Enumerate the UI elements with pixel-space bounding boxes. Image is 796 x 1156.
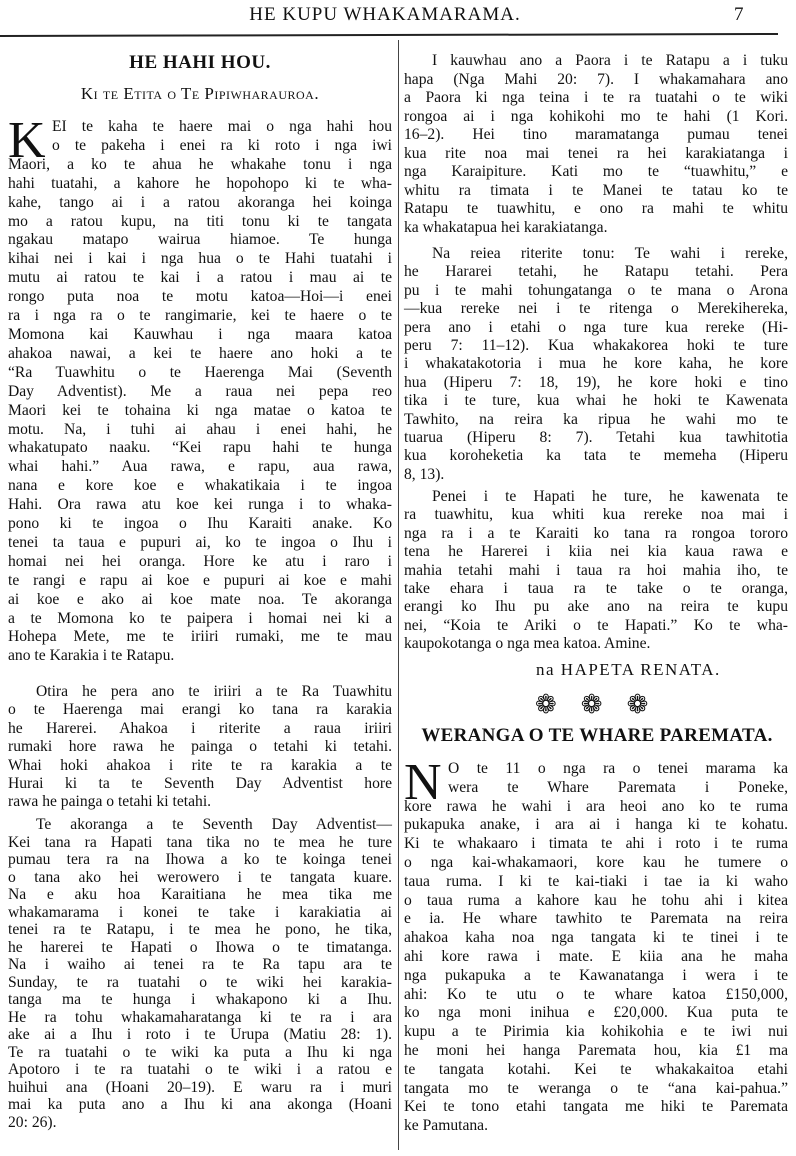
header-rule bbox=[0, 33, 778, 37]
text-line: Maori, a ko te ahua he whakahe tonu i nga bbox=[8, 155, 392, 173]
text-line: ke Pamutana. bbox=[404, 1117, 489, 1135]
text-line: Sunday, te ra tuatahi o te wiki hei karakia- bbox=[8, 973, 392, 991]
text-line: 8, 13). bbox=[404, 465, 445, 483]
text-line: nana e kore koe e whakatikaia i te ingoa bbox=[8, 477, 392, 495]
article-title: WERANGA O TE WHARE PAREMATA. bbox=[421, 725, 773, 746]
text-line: tanga ma te hunga i whakapono ki a Ihu. bbox=[8, 991, 392, 1008]
text-line: o te pakeha i enei ra ki roto i nga iwi bbox=[52, 136, 392, 154]
text-line: Maori kei te tohaina ki nga matae o katoa te bbox=[8, 401, 392, 419]
text-line: ahakoa kaha noa nga tangata ki te tinei i te bbox=[404, 929, 788, 947]
text-line: Day Adventist). Me a raua nei pepa reo bbox=[8, 382, 392, 400]
article-title: HE HAHI HOU. bbox=[129, 52, 271, 73]
text-line: erangi ko Ihu pu ake ano na reira te kupu bbox=[404, 598, 788, 616]
text-line: I kauwhau ano a Paora i te Ratapu a i tuku bbox=[432, 52, 788, 69]
paragraph bbox=[404, 52, 788, 237]
text-line: O te 11 o nga ra o tenei marama ka bbox=[448, 760, 788, 777]
paragraph bbox=[8, 112, 392, 666]
text-line: o taua ruma a kahore kau he tohu ahi i kitea bbox=[404, 891, 788, 909]
text-line: he Hararei tetahi, he Ratapu tetahi. Pera bbox=[404, 263, 788, 281]
text-line: Hohepa Mete, me te iriiri rumaki, me te mau bbox=[8, 628, 392, 646]
text-line: tangata mo te weranga o te “ana kai-pahua.” bbox=[404, 1079, 788, 1097]
text-line: ra tuawhitu, kua whiti kua rereke noa mai i bbox=[404, 506, 788, 524]
text-line: whakamarama i konei te take i karakiatia ai bbox=[8, 903, 392, 921]
text-line: Tawhito, na reira ka ripua he wahi mo te bbox=[404, 410, 788, 428]
text-line: tuarua (Hiperu 8: 7). Tetahi kua tawhitotia bbox=[404, 429, 788, 447]
text-line: tika i te ture, kua whai he hoki te Kawenata bbox=[404, 392, 788, 410]
text-line: whakatupato naaku. “Kei rapu hahi te hunga bbox=[8, 439, 392, 457]
text-line: ngakau matapo wairua hiamoe. Te hunga bbox=[8, 231, 392, 249]
text-line: motu. Na, i tuhi ai ahau i enei hahi, he bbox=[8, 420, 392, 438]
text-line: taua ruma. I ki te kai-tiaki i tae ia ki waho bbox=[404, 872, 788, 890]
text-line: hapa (Nga Mahi 20: 7). I whakamahara ano bbox=[404, 70, 788, 88]
page-number: 7 bbox=[734, 4, 744, 25]
text-line: whitu ra timata i te Manei te tatau ko te bbox=[404, 181, 788, 199]
text-line: kore rawa he wahi i ara heoi ano ko te ruma bbox=[404, 797, 788, 815]
text-line: kupu a te Pirimia kia kohikohia e te iwi nui bbox=[404, 1023, 788, 1041]
text-line: “Ra Tuawhitu o te Haerenga Mai (Seventh bbox=[8, 363, 392, 381]
text-line: peru 7: 11–12). Kua whakakorea hoki te ture bbox=[404, 337, 788, 355]
text-line: Na e aku hoa Karaitiana he mea tika me bbox=[8, 886, 392, 903]
text-line: hahi tuatahi, a kahore he hopohopo ki te wha- bbox=[8, 174, 392, 192]
text-line: o nga kai-whakamaori, kore kau he tumere o bbox=[404, 853, 788, 871]
text-line: tenei ta taua e pupuri ai, ko te ingoa o Ihu i bbox=[8, 533, 392, 551]
text-line: —kua rereke nei i te ritenga o Merekihereka, bbox=[404, 300, 788, 318]
text-line: he Harerei. Ahakoa i riterite a raua iriiri bbox=[8, 719, 392, 737]
text-line: homai nei hei oranga. Hore ke atu i raro i bbox=[8, 552, 392, 570]
text-line: Na reiea riterite tonu: Te wahi i rereke, bbox=[432, 245, 788, 262]
signature: na HAPETA RENATA. bbox=[536, 660, 721, 679]
text-line: a te Momona ko te paipera i homai nei ki a bbox=[8, 609, 392, 627]
text-line: nga Karaipiture. Kati mo te “tuawhitu,” e bbox=[404, 163, 788, 180]
text-line: hua (Hiperu 7: 18, 19), he kore hoki e tino bbox=[404, 373, 788, 391]
text-line: Te akoranga a te Seventh Day Adventist— bbox=[36, 816, 392, 833]
text-line: Hurai ki ta te Seventh Day Adventist hore bbox=[8, 775, 392, 793]
text-line: mutu ai ratou te kai i a ratou i mau ai te bbox=[8, 269, 392, 287]
text-line: kahe, tango ai i a ratou akoranga hei koinga bbox=[8, 193, 392, 211]
text-line: pono ki te ingoa o Ihu Karaiti anake. Ko bbox=[8, 515, 392, 533]
text-line: Kei tana ra Hapati tana tika no te mea he ture bbox=[8, 833, 392, 851]
text-line: rawa he painga o tetahi ki tetahi. bbox=[8, 793, 212, 811]
paragraph bbox=[8, 683, 392, 812]
text-line: wera te Whare Paremata i Poneke, bbox=[448, 778, 788, 796]
text-line: Penei i te Hapati he ture, he kawenata te bbox=[432, 488, 788, 505]
text-line: mo a ratou kupu, na titi tonu ki te tangata bbox=[8, 212, 392, 230]
text-line: pukapuka anake, i ara ai i hanga ki te kohatu. bbox=[404, 816, 788, 834]
text-line: pumau tera ra na Ihowa a ko te koinga tenei bbox=[8, 851, 392, 868]
text-line: Te ra tuatahi o te wiki ka puta a Ihu ki nga bbox=[8, 1043, 392, 1061]
page-header bbox=[0, 2, 796, 28]
text-line: kua rite noa mai tenei ra hei karakiatanga i bbox=[404, 144, 788, 162]
text-line: ake ai a Ihu i roto i te Urupa (Matiu 28: 1). bbox=[8, 1026, 392, 1043]
text-line: ano te Karakia i te Ratapu. bbox=[8, 647, 175, 665]
text-line: ahi: Ko te utu o te whare katoa £150,000, bbox=[404, 985, 788, 1003]
text-line: tenei ra te Ratapu, i te mea he pono, he tika, bbox=[8, 921, 392, 938]
running-title: HE KUPU WHAKAMARAMA. bbox=[249, 4, 521, 25]
text-line: a Paora ki nga teina i te ra tuatahi o te wiki bbox=[404, 89, 788, 106]
text-line: pera ano i etahi o nga ture kua rereke (Hi- bbox=[404, 318, 788, 336]
text-line: rongo puta noa te motu katoa—Hoi—i enei bbox=[8, 288, 392, 306]
text-line: He ra tohu whakamaharatanga ki te ra i ara bbox=[8, 1008, 392, 1026]
text-line: Apotoro i te ra tuatahi o te wiki i a ratou e bbox=[8, 1061, 392, 1078]
text-line: Otira he pera ano te iriiri a te Ra Tuawhitu bbox=[36, 683, 392, 700]
text-line: o te Haerenga mai erangi ko tana ra karakia bbox=[8, 701, 392, 719]
text-line: rongoa ai i nga kohikohi mo te hahi (1 Kori. bbox=[404, 107, 788, 125]
text-line: nga pukapuka a te Kawanatanga i wera i te bbox=[404, 966, 788, 984]
text-line: mahia tetahi mahi i taua ra hoi mahia iho, te bbox=[404, 561, 788, 579]
paragraph bbox=[404, 245, 788, 484]
text-line: Ratapu te tuawhitu, e ono ra mahi te whitu bbox=[404, 200, 788, 217]
text-line: kaupokotanga o nga mea katoa. Amine. bbox=[404, 635, 651, 653]
text-line: 20: 26). bbox=[8, 1113, 57, 1131]
text-line: pu i te mahi tohungatanga o te mana o Arona bbox=[404, 281, 788, 299]
text-line: ko nga moni inihua e £20,000. Kua puta te bbox=[404, 1004, 788, 1022]
text-line: rumaki hore rawa he painga o tetahi ki tetahi. bbox=[8, 738, 392, 756]
text-line: ka whakatapua hei karakiatanga. bbox=[404, 218, 608, 236]
text-line: huihui ana (Hoani 20–19). E waru ra i muri bbox=[8, 1078, 392, 1096]
text-line: 16–2). Hei tino maramatanga pumau tenei bbox=[404, 126, 788, 143]
text-line: he harerei te Hapati o Ihowa o te timatanga. bbox=[8, 938, 392, 956]
text-line: he moni hei hanga Paremata hou, kia £1 ma bbox=[404, 1041, 788, 1059]
text-line: tena he Harerei i kiia nei kia kaua rawa e bbox=[404, 543, 788, 561]
text-line: whai hahi.” Aua rawa, e rapu, aua rawa, bbox=[8, 458, 392, 476]
text-line: ahakoa nawai, a kei te haere ano hoki a te bbox=[8, 344, 392, 362]
drop-cap: K bbox=[8, 112, 46, 169]
text-line: EI te kaha te haere mai o nga hahi hou bbox=[52, 118, 392, 135]
text-line: Na i waiho ai tenei ra te Ra tapu ara te bbox=[8, 956, 392, 973]
text-line: o tana ako hei werowero i te tangata kuare. bbox=[8, 868, 392, 886]
text-line: i whakatakotoria i mua he kore kaha, he kore bbox=[404, 355, 788, 373]
text-line: Kei te tono etahi tangata me hiki te Paremata bbox=[404, 1098, 788, 1116]
text-line: e ia. He whare tawhito te Paremata na reira bbox=[404, 910, 788, 928]
text-line: mai ka puta ano a Ihu ki ana akonga (Hoani bbox=[8, 1096, 392, 1113]
flower-ornament-icon: ❁❁❁ bbox=[535, 690, 673, 720]
paragraph bbox=[8, 816, 392, 1131]
text-line: ahi kore rawa i mate. E kiia ana he maha bbox=[404, 947, 788, 965]
text-line: nei, “Koia te Ariki o te Hapati.” Ko te wha- bbox=[404, 616, 788, 634]
column-divider bbox=[398, 40, 399, 1150]
paragraph bbox=[404, 754, 788, 1136]
text-line: te rangi e rapu ai koe e pupuri ai koe e mahi bbox=[8, 571, 392, 589]
text-line: te tangata kotahi. Kei te whakakaitoa etahi bbox=[404, 1060, 788, 1078]
text-line: Whai hoki ahakoa i rite te ra karakia a te bbox=[8, 756, 392, 774]
text-line: Momona kai Kauwhau i nga maara katoa bbox=[8, 325, 392, 343]
text-line: Hahi. Ora rawa atu koe kei runga i to whaka- bbox=[8, 496, 392, 514]
text-line: Ki te whakaaro i timata te ahi i roto i te ruma bbox=[404, 835, 788, 853]
text-line: nga ra i a te Karaiti ko tana ra rongoa tororo bbox=[404, 524, 788, 542]
text-line: ra i nga ra o te rangimarie, kei te haere o te bbox=[8, 307, 392, 325]
drop-cap: N bbox=[404, 754, 442, 811]
paragraph bbox=[404, 488, 788, 654]
text-line: take ehara i taua ra te take o te oranga, bbox=[404, 580, 788, 598]
text-line: kihai nei i kai i nga hua o te Hahi tuatahi i bbox=[8, 250, 392, 268]
article-subtitle: Ki te Etita o Te Pipiwharauroa. bbox=[80, 84, 320, 103]
text-line: ai koe e ako ai koe mate noa. Te akoranga bbox=[8, 590, 392, 608]
text-line: kua koroheketia ka tata te memeha (Hiperu bbox=[404, 447, 788, 465]
